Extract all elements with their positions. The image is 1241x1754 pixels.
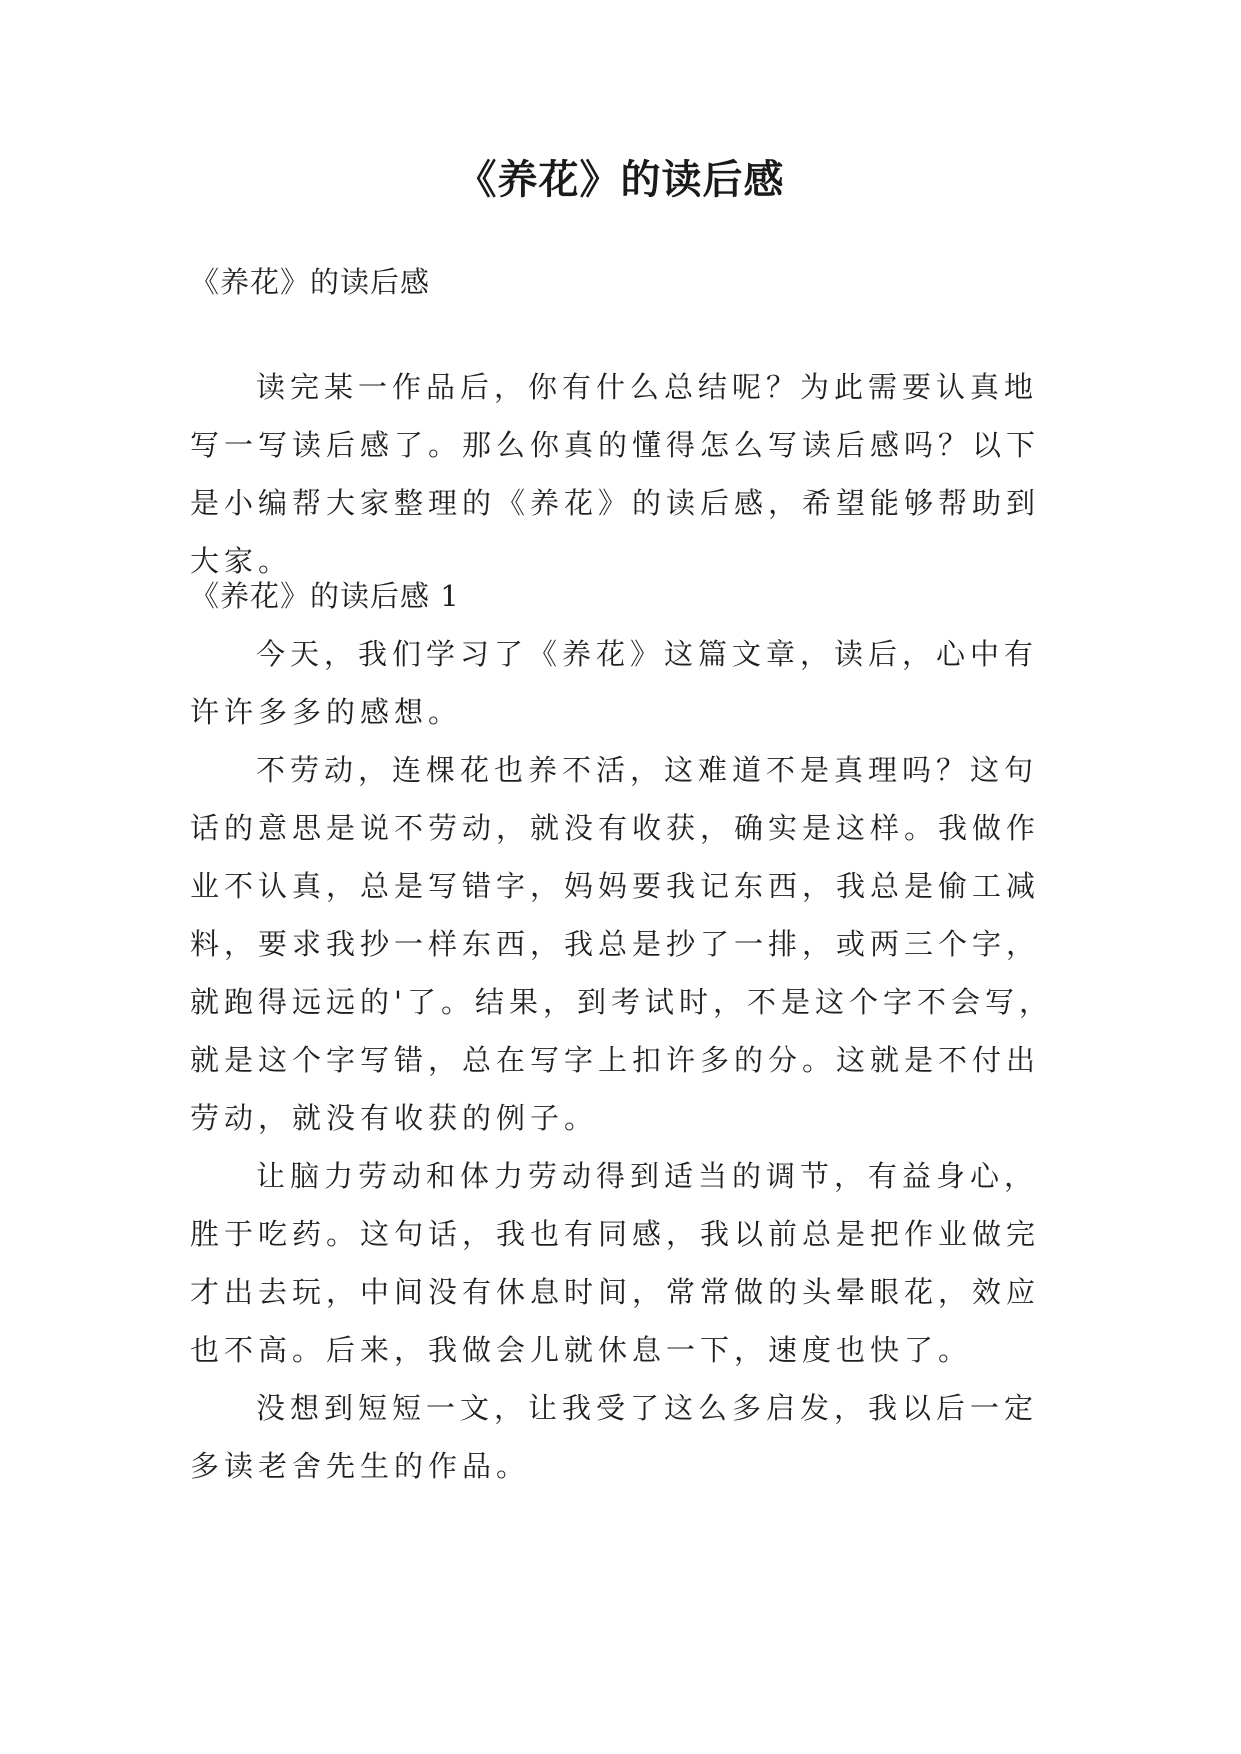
document-subtitle: 《养花》的读后感 xyxy=(190,265,431,299)
document-title: 《养花》的读后感 xyxy=(456,157,785,203)
section-heading: 《养花》的读后感 1 xyxy=(190,579,460,613)
intro-block xyxy=(190,358,1070,590)
paragraph-3: 让脑力劳动和体力劳动得到适当的调节，有益身心，胜于吃药。这句话，我也有同感，我以前总是把作业做完才出去玩，中间没有休息时间，常常做的头晕眼花，效应也不高。后来，我做会儿就休息一下，速度也快了。 xyxy=(190,1159,1041,1367)
paragraph-4: 没想到短短一文，让我受了这么多启发，我以后一定多读老舍先生的作品。 xyxy=(190,1391,1039,1483)
section-body xyxy=(190,625,1070,1495)
paragraph-1: 今天，我们学习了《养花》这篇文章，读后，心中有许许多多的感想。 xyxy=(190,637,1039,729)
intro-paragraph: 读完某一作品后，你有什么总结呢？为此需要认真地写一写读后感了。那么你真的懂得怎么写读后感吗？以下是小编帮大家整理的《养花》的读后感，希望能够帮助到大家。 xyxy=(190,370,1041,578)
paragraph-2: 不劳动，连棵花也养不活，这难道不是真理吗？这句话的意思是说不劳动，就没有收获，确实是这样。我做作业不认真，总是写错字，妈妈要我记东西，我总是偷工减料，要求我抄一样东西，我总是抄了一排，或两三个字，就跑得远远的'了。结果，到考试时，不是这个字不会写，就是这个字写错，总在写字上扣许多的分。这就是不付出劳动，就没有收获的例子。 xyxy=(190,753,1053,1135)
